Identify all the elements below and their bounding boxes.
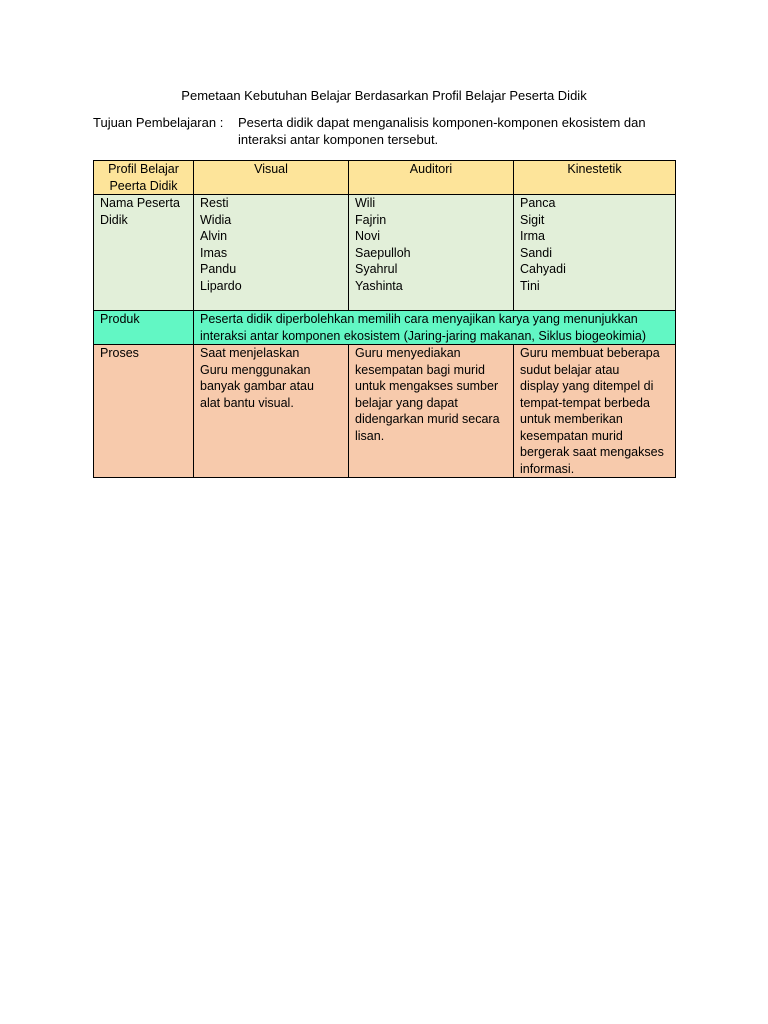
student-name: Fajrin <box>355 212 387 227</box>
process-line: Guru membuat beberapa <box>520 346 660 360</box>
process-line: informasi. <box>520 461 575 476</box>
student-name: Alvin <box>200 229 228 243</box>
student-name: Saepulloh <box>355 245 411 260</box>
header-profile-cell <box>94 161 194 195</box>
student-name: Irma <box>520 229 545 243</box>
student-name: Wili <box>355 196 376 210</box>
student-name: Novi <box>355 229 381 243</box>
names-label-line: Didik <box>100 212 128 227</box>
process-line: bergerak saat mengakses <box>520 445 664 459</box>
student-name: Sigit <box>520 212 545 227</box>
student-name: Sandi <box>520 245 552 260</box>
process-line: display yang ditempel di <box>520 379 654 393</box>
names-auditori-cell <box>349 195 514 311</box>
process-row <box>94 345 676 478</box>
process-line: Guru menyediakan <box>355 346 461 360</box>
objective-label: Tujuan Pembelajaran : <box>93 115 224 130</box>
learning-profile-table <box>93 160 676 478</box>
student-name: Panca <box>520 196 556 210</box>
student-name: Imas <box>200 245 228 260</box>
process-line: sudut belajar atau <box>520 362 620 377</box>
objective-line: interaksi antar komponen tersebut. <box>238 132 439 147</box>
process-line: untuk mengakses sumber <box>355 379 499 393</box>
header-auditori: Auditori <box>349 161 514 195</box>
process-line: tempat-tempat berbeda <box>520 395 650 410</box>
process-line: belajar yang dapat <box>355 395 458 410</box>
names-kinestetik-cell <box>514 195 676 311</box>
header-profile-line: Peerta Didik <box>109 178 178 193</box>
process-visual-cell <box>194 345 349 478</box>
student-name: Resti <box>200 196 229 210</box>
header-kinestetik: Kinestetik <box>514 161 676 195</box>
process-line: untuk memberikan <box>520 412 623 426</box>
student-name: Yashinta <box>355 278 403 293</box>
names-label-cell <box>94 195 194 311</box>
student-name: Syahrul <box>355 262 398 276</box>
product-line: interaksi antar komponen ekosistem (Jaring-jaring makanan, Siklus biogeokimia) <box>200 328 647 343</box>
process-line: didengarkan murid secara <box>355 412 500 426</box>
student-name: Widia <box>200 212 232 227</box>
process-line: banyak gambar atau <box>200 379 314 393</box>
student-name: Lipardo <box>200 278 242 293</box>
objective-line: Peserta didik dapat menganalisis komponen-komponen ekosistem dan <box>238 115 646 130</box>
student-name: Tini <box>520 278 540 293</box>
student-name: Pandu <box>200 262 237 276</box>
process-label: Proses <box>94 345 194 478</box>
product-line: Peserta didik diperbolehkan memilih cara menyajikan karya yang menunjukkan <box>200 312 638 326</box>
product-row <box>94 311 676 345</box>
product-label: Produk <box>94 311 194 345</box>
table-header-row <box>94 161 676 195</box>
process-auditori-cell <box>349 345 514 478</box>
names-visual-cell <box>194 195 349 311</box>
process-line: kesempatan murid <box>520 428 623 443</box>
process-line: lisan. <box>355 428 385 443</box>
process-line: Guru menggunakan <box>200 362 311 377</box>
process-line: alat bantu visual. <box>200 395 294 410</box>
names-label-line: Nama Peserta <box>100 196 180 210</box>
student-name: Cahyadi <box>520 262 566 276</box>
page-title: Pemetaan Kebutuhan Belajar Berdasarkan Profil Belajar Peserta Didik <box>181 88 587 103</box>
student-names-row <box>94 195 676 311</box>
process-line: kesempatan bagi murid <box>355 362 485 377</box>
header-visual: Visual <box>194 161 349 195</box>
product-description <box>194 311 676 345</box>
objective-text <box>238 114 678 148</box>
header-profile-line: Profil Belajar <box>108 162 179 176</box>
process-line: Saat menjelaskan <box>200 346 300 360</box>
process-kinestetik-cell <box>514 345 676 478</box>
